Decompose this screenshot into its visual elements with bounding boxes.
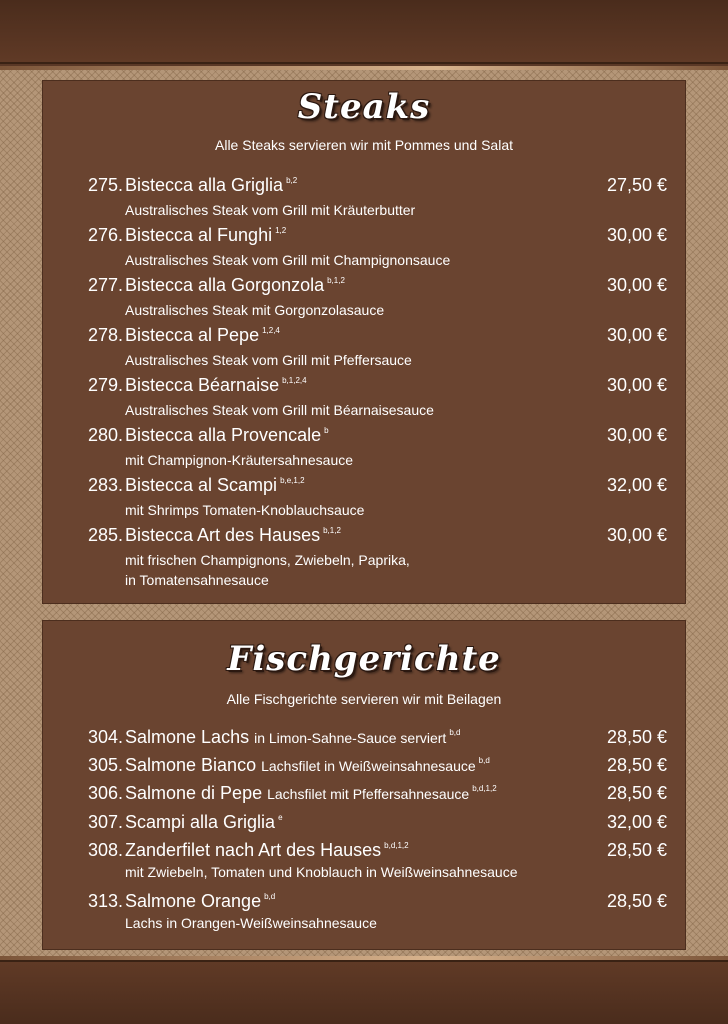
item-number: 280. — [87, 425, 123, 445]
item-price: 30,00 € — [606, 275, 667, 295]
item-allergens: b,1,2,4 — [282, 376, 307, 385]
item-allergens: b,e,1,2 — [280, 476, 305, 485]
item-name-text: Bistecca al Funghi — [125, 225, 273, 245]
item-name-text: Zanderfilet nach Art des Hauses — [125, 840, 382, 860]
item-name — [125, 375, 307, 396]
item-name-text: Bistecca al Pepe — [125, 325, 260, 345]
item-number: 276. — [87, 225, 123, 245]
item-price: 30,00 € — [606, 525, 667, 545]
item-allergens: b,d — [264, 892, 276, 901]
item-name — [125, 783, 497, 804]
item-description: Australisches Steak vom Grill mit Pfeffersauce — [125, 352, 412, 368]
item-name-text: Bistecca al Scampi — [125, 475, 278, 495]
item-number: 279. — [87, 375, 123, 395]
item-price: 28,50 € — [606, 891, 667, 911]
item-name — [125, 175, 297, 196]
item-description: Australisches Steak vom Grill mit Béarnaisesauce — [125, 402, 434, 418]
item-number: 308. — [87, 840, 123, 860]
item-number: 304. — [87, 727, 123, 747]
item-description: Lachs in Orangen-Weißweinsahnesauce — [125, 915, 377, 931]
fish-title: Fischgerichte — [227, 639, 501, 679]
steaks-section — [42, 80, 686, 604]
bottom-border-bar — [0, 960, 728, 1024]
item-allergens: b,d — [478, 756, 490, 765]
item-number: 277. — [87, 275, 123, 295]
item-name — [125, 425, 329, 446]
item-name-text: Scampi alla Griglia — [125, 812, 276, 832]
item-name — [125, 325, 280, 346]
item-name — [125, 840, 409, 861]
item-number: 285. — [87, 525, 123, 545]
item-allergens: b,1,2 — [327, 276, 345, 285]
item-price: 28,50 € — [606, 783, 667, 803]
item-name-text: Salmone Lachs — [125, 727, 250, 747]
item-allergens: e — [278, 813, 283, 822]
item-name — [125, 755, 490, 776]
item-description: mit Shrimps Tomaten-Knoblauchsauce — [125, 502, 365, 518]
item-name-text: Bistecca alla Provencale — [125, 425, 322, 445]
item-inline-description: Lachsfilet mit Pfeffersahnesauce — [267, 786, 470, 802]
item-price: 32,00 € — [606, 812, 667, 832]
item-allergens: b,1,2 — [323, 526, 341, 535]
top-border-bar — [0, 0, 728, 64]
item-number: 275. — [87, 175, 123, 195]
item-name-text: Salmone di Pepe — [125, 783, 263, 803]
item-number: 313. — [87, 891, 123, 911]
item-number: 307. — [87, 812, 123, 832]
item-price: 27,50 € — [606, 175, 667, 195]
item-price: 30,00 € — [606, 425, 667, 445]
item-inline-description: Lachsfilet in Weißweinsahnesauce — [261, 758, 476, 774]
item-allergens: b,2 — [286, 176, 298, 185]
item-allergens: b,d,1,2 — [472, 784, 497, 793]
item-price: 30,00 € — [606, 375, 667, 395]
item-name-text: Bistecca alla Griglia — [125, 175, 284, 195]
item-allergens: b — [324, 426, 329, 435]
item-price: 28,50 € — [606, 755, 667, 775]
item-name — [125, 275, 345, 296]
item-name-text: Bistecca Art des Hauses — [125, 525, 321, 545]
item-description: Australisches Steak vom Grill mit Champignonsauce — [125, 252, 451, 268]
item-price: 30,00 € — [606, 225, 667, 245]
item-description: mit frischen Champignons, Zwiebeln, Paprika, — [125, 552, 410, 568]
item-description: in Tomatensahnesauce — [125, 572, 269, 588]
item-name-text: Bistecca Béarnaise — [125, 375, 280, 395]
item-number: 306. — [87, 783, 123, 803]
steaks-subtitle: Alle Steaks servieren wir mit Pommes und Salat — [215, 137, 513, 153]
item-inline-description: in Limon-Sahne-Sauce serviert — [254, 730, 447, 746]
item-price: 32,00 € — [606, 475, 667, 495]
item-number: 283. — [87, 475, 123, 495]
item-name — [125, 525, 341, 546]
decorative-line-top — [0, 66, 728, 70]
item-name-text: Salmone Bianco — [125, 755, 257, 775]
item-allergens: 1,2 — [275, 226, 287, 235]
item-name-text: Bistecca alla Gorgonzola — [125, 275, 325, 295]
item-number: 278. — [87, 325, 123, 345]
item-allergens: b,d,1,2 — [384, 841, 409, 850]
item-name — [125, 475, 305, 496]
item-description: mit Champignon-Kräutersahnesauce — [125, 452, 354, 468]
item-allergens: b,d — [449, 728, 461, 737]
fish-section — [42, 620, 686, 950]
item-name — [125, 812, 283, 833]
item-name — [125, 225, 286, 246]
item-price: 30,00 € — [606, 325, 667, 345]
fish-subtitle: Alle Fischgerichte servieren wir mit Beilagen — [226, 691, 502, 707]
item-description: mit Zwiebeln, Tomaten und Knoblauch in Weißweinsahnesauce — [125, 864, 518, 880]
item-allergens: 1,2,4 — [262, 326, 280, 335]
item-name — [125, 891, 275, 912]
item-name — [125, 727, 460, 748]
item-number: 305. — [87, 755, 123, 775]
item-price: 28,50 € — [606, 840, 667, 860]
steaks-title: Steaks — [297, 87, 431, 127]
item-name-text: Salmone Orange — [125, 891, 262, 911]
item-price: 28,50 € — [606, 727, 667, 747]
item-description: Australisches Steak mit Gorgonzolasauce — [125, 302, 385, 318]
item-description: Australisches Steak vom Grill mit Kräuterbutter — [125, 202, 416, 218]
